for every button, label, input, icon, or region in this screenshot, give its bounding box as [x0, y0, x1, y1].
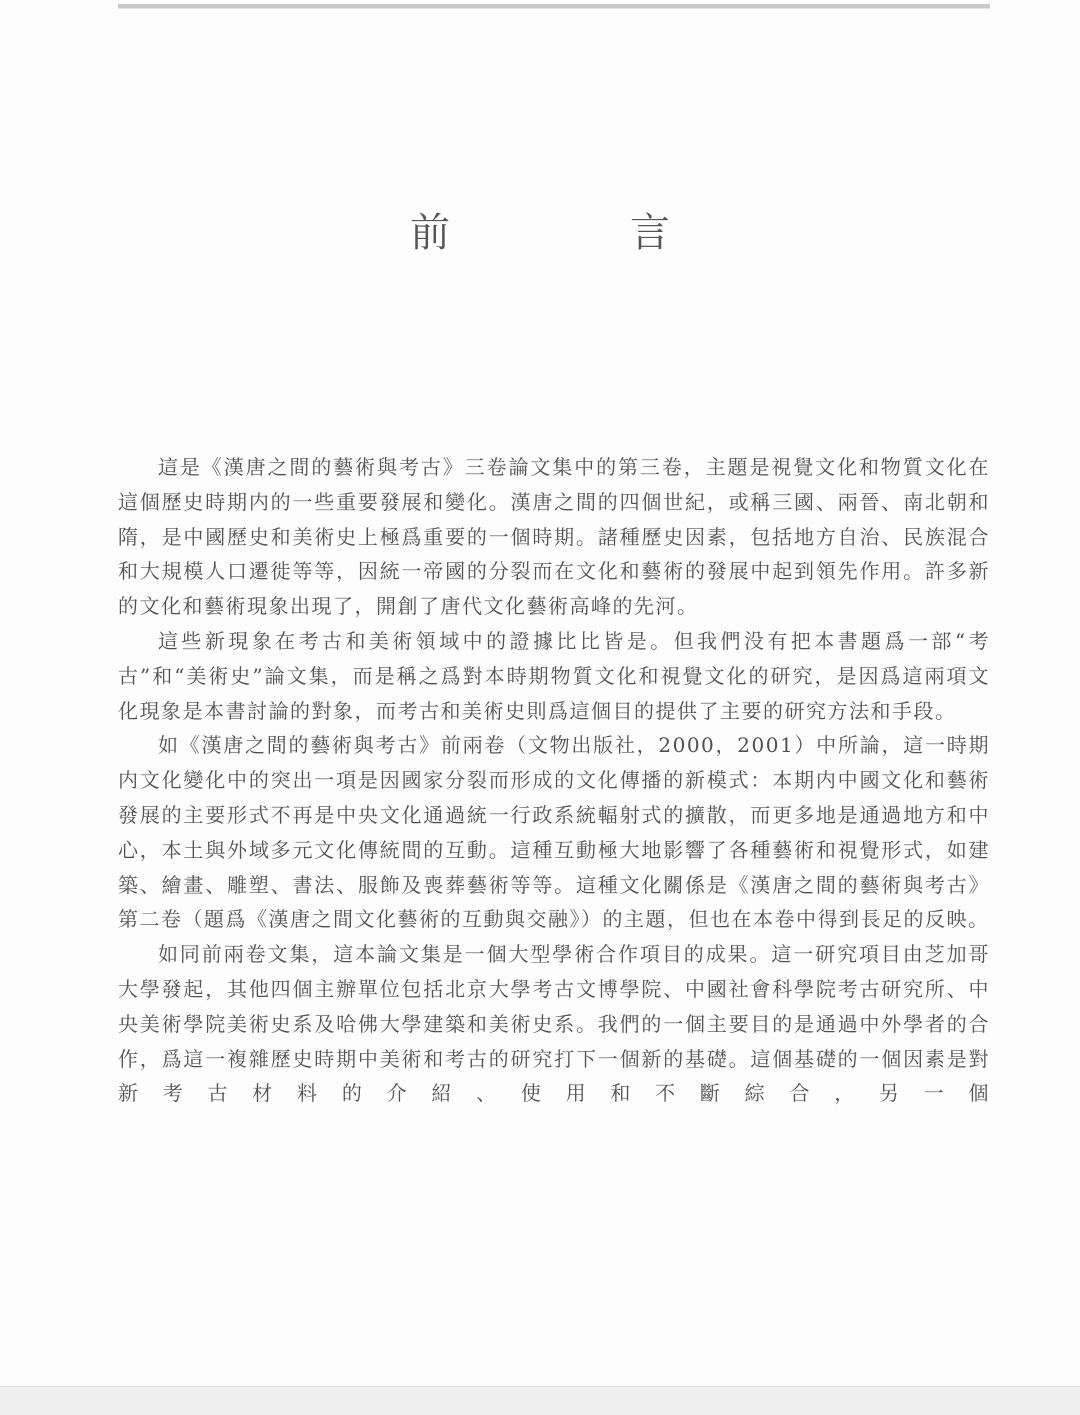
paragraph-4: 如同前兩卷文集，這本論文集是一個大型學術合作項目的成果。這一研究項目由芝加哥大學發起，其他四個主辦單位包括北京大學考古文博學院、中國社會科學院考古研究所、中央美術學院美術史系及哈佛大學建築和美術史系。我們的一個主要目的是通過中外學者的合作，爲這一複雜歷史時期中美術和考古的研究打下一個新的基礎。這個基礎的一個因素是對新考古材料的介紹、使用和不斷綜合，另一個 [118, 942, 990, 1106]
paragraph-2: 這些新現象在考古和美術領域中的證據比比皆是。但我們没有把本書題爲一部“考古”和“美術史”論文集，而是稱之爲對本時期物質文化和視覺文化的研究，是因爲這兩項文化現象是本書討論的對象，而考古和美術史則爲這個目的提供了主要的研究方法和手段。 [118, 628, 990, 723]
viewer-bottom-edge [0, 1386, 1080, 1415]
paragraph-3: 如《漢唐之間的藝術與考古》前兩卷（文物出版社，2000，2001）中所論，這一時期内文化變化中的突出一項是因國家分裂而形成的文化傳播的新模式：本期内中國文化和藝術發展的主要形式不再是中央文化通過統一行政系統輻射式的擴散，而更多地是通過地方和中心，本土與外域多元文化傳統間的互動。這種互動極大地影響了各種藝術和視覺形式，如建築、繪畫、雕塑、書法、服飾及喪葬藝術等等。這種文化關係是《漢唐之間的藝術與考古》第二卷（題爲《漢唐之間文化藝術的互動與交融》）的主題，但也在本卷中得到長足的反映。 [118, 733, 990, 932]
page-title: 前 言 [410, 210, 740, 256]
top-rule [118, 4, 990, 8]
body-text [118, 450, 990, 1111]
paragraph-1: 這是《漢唐之間的藝術與考古》三卷論文集中的第三卷，主題是視覺文化和物質文化在這個歷史時期内的一些重要發展和變化。漢唐之間的四個世紀，或稱三國、兩晉、南北朝和隋，是中國歷史和美術史上極爲重要的一個時期。諸種歷史因素，包括地方自治、民族混合和大規模人口遷徙等等，因統一帝國的分裂而在文化和藝術的發展中起到領先作用。許多新的文化和藝術現象出現了，開創了唐代文化藝術高峰的先河。 [118, 455, 990, 619]
